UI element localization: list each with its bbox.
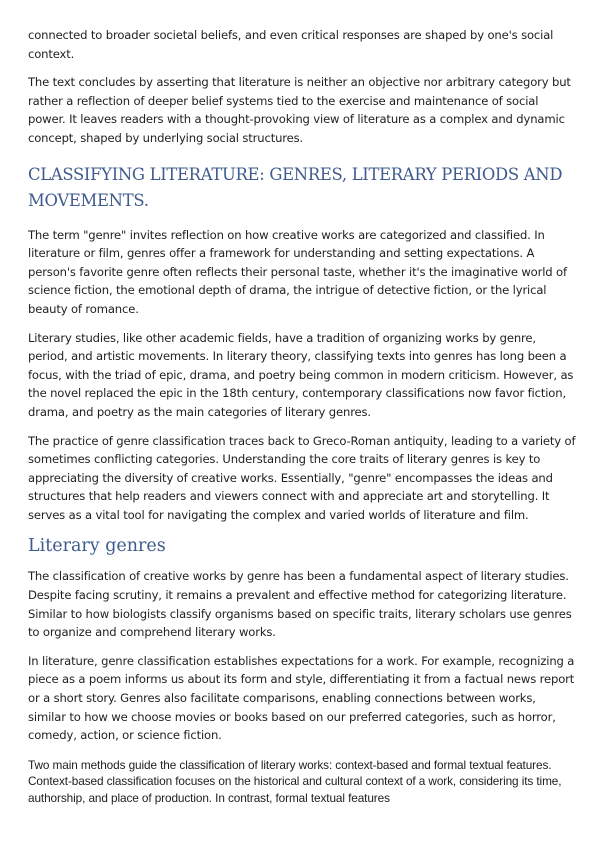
section2-paragraph-1: The classification of creative works by genre has been a fundamental aspect of literary studies. Despite facing scrutiny, it remains a prevalent and effective method for categorizing literature. Similar to how biologists classify organisms based on specific traits, literary scholars use genres to organize and comprehend literary works. (28, 569, 572, 640)
section1-paragraph-2: Literary studies, like other academic fields, have a tradition of organizing works by genre, period, and artistic movements. In literary theory, classifying texts into genres has long been a focus, with the triad of epic, drama, and poetry being common in modern criticism. However, as the novel replaced the epic in the 18th century, contemporary classifications now favor fiction, drama, and poetry as the main categories of literary genres. (28, 330, 574, 419)
section2-paragraph-3: Two main methods guide the classification of literary works: context-based and formal textual features. Context-based classification focuses on the historical and cultural context of a work, considering its time, authorship, and place of production. In contrast, formal textual features (28, 757, 562, 805)
intro-paragraph-1: connected to broader societal beliefs, and even critical responses are shaped by one's social context. (28, 28, 554, 61)
section1-paragraph-1: The term "genre" invites reflection on how creative works are categorized and classified. In literature or film, genres offer a framework for understanding and setting expectations. A person's favorite genre often reflects their personal taste, whether it's the imaginative world of science fiction, the emotional depth of drama, the intrigue of detective fiction, or the lyrical beauty of romance. (28, 227, 567, 316)
document-body (28, 26, 576, 807)
section-heading-classifying-literature: CLASSIFYING LITERATURE: GENRES, LITERARY PERIODS AND MOVEMENTS. (28, 164, 563, 210)
section-heading-literary-genres: Literary genres (28, 536, 166, 557)
intro-paragraph-2: The text concludes by asserting that literature is neither an objective nor arbitrary category but rather a reflection of deeper belief systems tied to the exercise and maintenance of social power. It leaves readers with a thought-provoking view of literature as a complex and dynamic concept, shaped by underlying social structures. (28, 75, 571, 145)
section1-paragraph-3: The practice of genre classification traces back to Greco-Roman antiquity, leading to a variety of sometimes conflicting categories. Understanding the core traits of literary genres is key to appreciating the diversity of creative works. Essentially, "genre" encompasses the ideas and structures that help readers and viewers connect with and appreciate art and storytelling. It serves as a vital tool for navigating the complex and varied worlds of literature and film. (28, 433, 576, 522)
section2-paragraph-2: In literature, genre classification establishes expectations for a work. For example, recognizing a piece as a poem informs us about its form and style, differentiating it from a factual news report or a short story. Genres also facilitate comparisons, enabling connections between works, similar to how we choose movies or books based on our preferred categories, such as horror, comedy, action, or science fiction. (28, 653, 575, 743)
